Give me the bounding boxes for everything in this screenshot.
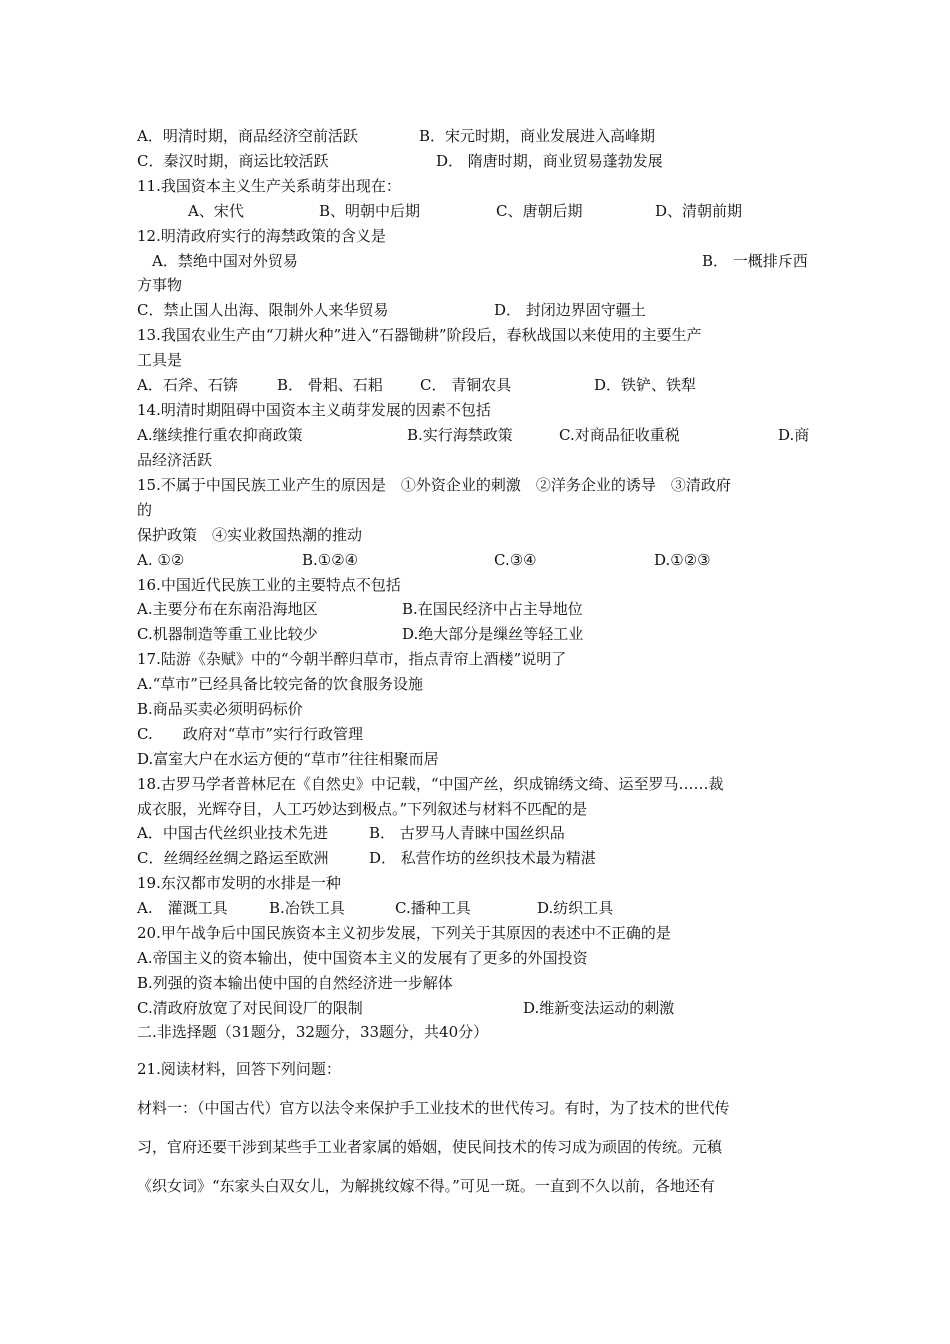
q17-option-a: A.“草市”已经具备比较完备的饮食服务设施	[137, 675, 423, 693]
q20-option-d: D.维新变法运动的刺激	[523, 999, 675, 1017]
q13-option-c: C． 青铜农具	[420, 376, 512, 394]
q10-option-c: C．秦汉时期，商运比较活跃	[137, 152, 329, 170]
q19-option-c: C.播种工具	[395, 899, 471, 917]
q14-option-c: C.对商品征收重税	[559, 426, 680, 444]
q14-stem: 14.明清时期阻碍中国资本主义萌芽发展的因素不包括	[137, 401, 491, 419]
q17-option-d: D.富室大户在水运方便的“草市”往往相聚而居	[137, 750, 439, 768]
q11-stem: 11.我国资本主义生产关系萌芽出现在：	[137, 177, 401, 195]
q15-stem-line1: 15.不属于中国民族工业产生的原因是 ①外资企业的刺激 ②洋务企业的诱导 ③清政府	[137, 476, 731, 494]
q16-stem: 16.中国近代民族工业的主要特点不包括	[137, 576, 401, 594]
q18-stem-line1: 18.古罗马学者普林尼在《自然史》中记载，“中国产丝，织成锦绣文绮、运至罗马……裁	[137, 775, 724, 793]
q13-stem-line1: 13.我国农业生产由“刀耕火种”进入“石器锄耕”阶段后，春秋战国以来使用的主要生产	[137, 326, 702, 344]
q12-option-c: C．禁止国人出海、限制外人来华贸易	[137, 301, 389, 319]
q19-stem: 19.东汉都市发明的水排是一种	[137, 874, 341, 892]
q11-option-b: B、明朝中后期	[319, 202, 421, 220]
q19-option-b: B.冶铁工具	[269, 899, 345, 917]
q17-option-b: B.商品买卖必须明码标价	[137, 700, 303, 718]
q15-option-d: D.①②③	[654, 551, 711, 569]
q17-option-c: C. 政府对“草市”实行行政管理	[137, 725, 364, 743]
q21-material-line1: 材料一：（中国古代）官方以法令来保护手工业技术的世代传习。有时，为了技术的世代传	[137, 1099, 730, 1117]
q16-option-a: A.主要分布在东南沿海地区	[137, 600, 318, 618]
q21-material-line3: 《织女词》“东家头白双女儿，为解挑纹嫁不得。”可见一斑。一直到不久以前，各地还有	[137, 1177, 715, 1195]
q15-option-b: B.①②④	[302, 551, 359, 569]
q18-option-b: B． 古罗马人青睐中国丝织品	[369, 824, 565, 842]
q12-option-b: B． 一概排斥西	[702, 252, 808, 270]
q13-option-a: A．石斧、石锛	[137, 376, 238, 394]
q21-material-line2: 习，官府还要干涉到某些手工业者家属的婚姻，使民间技术的传习成为顽固的传统。元稹	[137, 1138, 723, 1156]
q11-option-a: A、宋代	[188, 202, 244, 220]
q15-stem-line3: 保护政策 ④实业救国热潮的推动	[137, 526, 363, 544]
q12-option-b-cont: 方事物	[137, 276, 183, 294]
q16-option-b: B.在国民经济中占主导地位	[402, 600, 583, 618]
q15-stem-line2: 的	[137, 501, 153, 519]
q18-stem-line2: 成衣服，光辉夺目，人工巧妙达到极点。”下列叙述与材料不匹配的是	[137, 800, 588, 818]
q15-option-c: C.③④	[494, 551, 537, 569]
q20-stem: 20.甲午战争后中国民族资本主义初步发展，下列关于其原因的表述中不正确的是	[137, 924, 671, 942]
q19-option-d: D.纺织工具	[537, 899, 614, 917]
q11-option-c: C、唐朝后期	[496, 202, 583, 220]
q10-option-b: B．宋元时期，商业发展进入高峰期	[419, 127, 656, 145]
q10-option-d: D． 隋唐时期，商业贸易蓬勃发展	[436, 152, 663, 170]
q21-stem: 21.阅读材料，回答下列问题：	[137, 1060, 341, 1078]
q20-option-b: B.列强的资本输出使中国的自然经济进一步解体	[137, 974, 453, 992]
q20-option-c: C.清政府放宽了对民间设厂的限制	[137, 999, 363, 1017]
q14-option-d: D.商	[778, 426, 810, 444]
q13-stem-line2: 工具是	[137, 351, 183, 369]
q17-stem: 17.陆游《杂赋》中的“今朝半醉归草市，指点青帘上酒楼”说明了	[137, 650, 567, 668]
q16-option-d: D.绝大部分是缫丝等轻工业	[402, 625, 584, 643]
q13-option-d: D．铁铲、铁犁	[594, 376, 697, 394]
q14-option-a: A.继续推行重农抑商政策	[137, 426, 303, 444]
section-heading: 二.非选择题（31题分，32题分，33题分，共40分）	[137, 1023, 489, 1041]
q18-option-a: A．中国古代丝织业技术先进	[137, 824, 328, 842]
q18-option-d: D． 私营作坊的丝织技术最为精湛	[369, 849, 596, 867]
q14-option-b: B.实行海禁政策	[407, 426, 513, 444]
q19-option-a: A. 灌溉工具	[137, 899, 228, 917]
q10-option-a: A．明清时期，商品经济空前活跃	[137, 127, 358, 145]
q16-option-c: C.机器制造等重工业比较少	[137, 625, 318, 643]
q11-option-d: D、清朝前期	[655, 202, 743, 220]
q12-stem: 12.明清政府实行的海禁政策的含义是	[137, 227, 386, 245]
q12-option-a: A．禁绝中国对外贸易	[152, 252, 298, 270]
q15-option-a: A. ①②	[137, 551, 185, 569]
q14-option-d-cont: 品经济活跃	[137, 451, 213, 469]
q12-option-d: D． 封闭边界固守疆土	[494, 301, 646, 319]
q13-option-b: B． 骨耜、石耜	[277, 376, 383, 394]
q20-option-a: A.帝国主义的资本输出，使中国资本主义的发展有了更多的外国投资	[137, 949, 588, 967]
q18-option-c: C．丝绸经丝绸之路运至欧洲	[137, 849, 329, 867]
